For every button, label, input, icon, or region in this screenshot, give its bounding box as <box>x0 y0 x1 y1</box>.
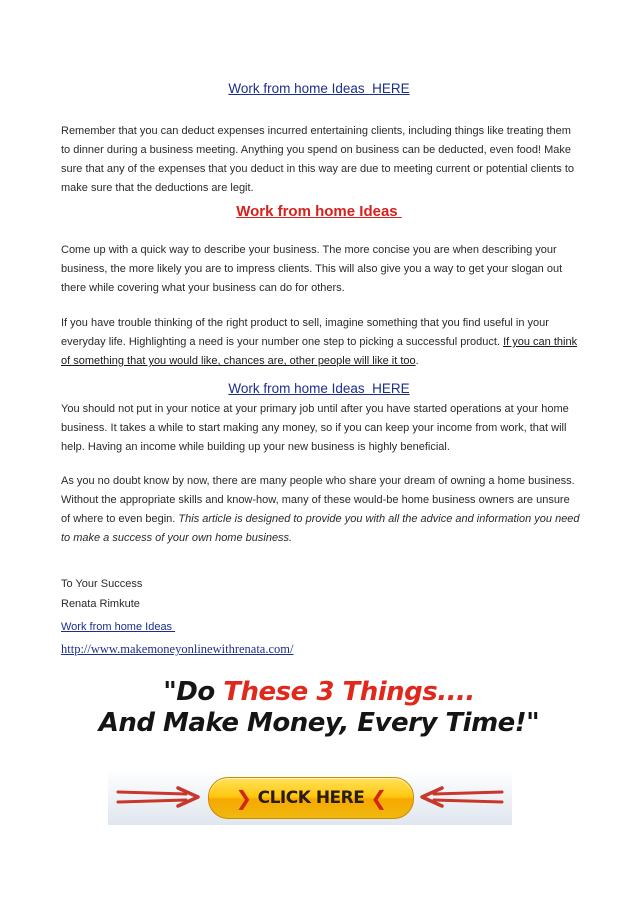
paragraph-primary-job: You should not put in your notice at your primary job until after you have started operations at your home business. It takes a while to start making any money, so if you can keep your income from work, that will help. Having an income while building up your new business is highly beneficial. <box>61 403 569 453</box>
click-here-label: CLICK HERE <box>257 788 365 808</box>
click-here-banner[interactable] <box>108 769 512 825</box>
promo-headline-2: And Make Money, Every Time!" <box>98 708 540 738</box>
section-heading[interactable]: Work from home Ideas <box>236 203 402 220</box>
website-url-link[interactable]: http://www.makemoneyonlinewithrenata.com/ <box>61 642 294 656</box>
paragraph-dream-business <box>61 472 581 548</box>
signature-closing: To Your Success <box>61 578 143 590</box>
paragraph-deduct-expenses: Remember that you can deduct expenses incurred entertaining clients, including things like treating them to dinner during a business meeting. Anything you spend on business can be deducted, even food! Make sure that any of the expenses that you deduct in this way are due to meeting current or potential clients to make sure that the deductions are legit. <box>61 125 575 194</box>
work-from-home-link-1[interactable]: Work from home Ideas HERE <box>228 81 410 96</box>
signature-name: Renata Rimkute <box>61 598 140 610</box>
arrow-right-icon <box>116 783 202 811</box>
paragraph-dream-lead: As you no doubt know by now, there are many people who share your dream of owning a home business. Without the appropriate skills and know-how, many of these would-be home business owners are unsure of where to even begin. <box>61 475 575 525</box>
underlined-link-text[interactable]: If you can think of something that you would like, chances are, other people will like it too <box>61 336 578 367</box>
paragraph-product <box>61 314 581 371</box>
click-here-button[interactable] <box>208 777 414 819</box>
promo-open-quote: "Do <box>163 677 224 707</box>
paragraph-product-end: . <box>415 355 419 367</box>
chevron-right-icon: ❯ <box>235 786 252 810</box>
chevron-left-icon: ❮ <box>370 786 387 810</box>
paragraph-dream-italic: This article is designed to provide you with all the advice and information you need to make a success of your own home business. <box>61 513 580 544</box>
arrow-left-icon <box>418 783 504 811</box>
promo-headline-1 <box>0 677 638 707</box>
signature-link[interactable]: Work from home Ideas <box>61 621 176 633</box>
paragraph-describe-business: Come up with a quick way to describe your business. The more concise you are when describing your business, the more likely you are to impress clients. This will also give you a way to get your slogan out there while covering what your business can do for others. <box>61 244 563 294</box>
work-from-home-link-2[interactable]: Work from home Ideas HERE <box>228 381 410 396</box>
paragraph-product-lead: If you have trouble thinking of the right product to sell, imagine something that you find useful in your everyday life. Highlighting a need is your number one step to picking a successful product. <box>61 317 549 348</box>
promo-highlight: These 3 Things.... <box>223 677 475 707</box>
